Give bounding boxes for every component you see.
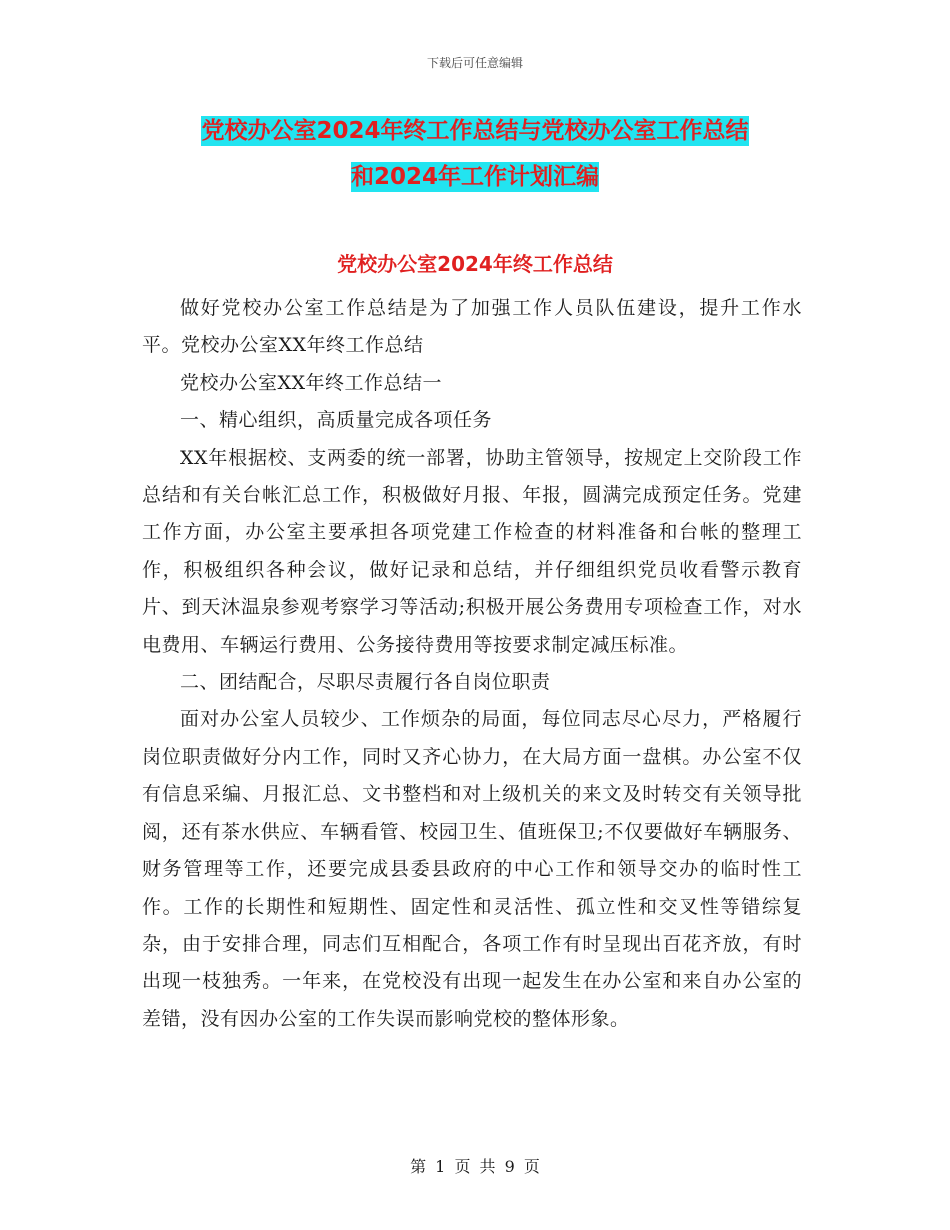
section-title: 党校办公室2024年终工作总结 <box>337 252 613 276</box>
page-header-note: 下载后可任意编辑 <box>426 56 523 70</box>
title-line-1: 党校办公室2024年终工作总结与党校办公室工作总结 <box>201 118 749 144</box>
page-number-footer: 第 1 页 共 9 页 <box>410 1157 540 1176</box>
document-body <box>142 290 802 1038</box>
body-paragraph: 二、团结配合，尽职尽责履行各自岗位职责 <box>180 671 551 694</box>
body-paragraph: 一、精心组织，高质量完成各项任务 <box>180 409 493 432</box>
body-paragraph: 党校办公室XX年终工作总结一 <box>180 371 443 394</box>
title-line-2: 和2024年工作计划汇编 <box>350 164 599 190</box>
body-paragraph: 面对办公室人员较少、工作烦杂的局面，每位同志尽心尽力，严格履行岗位职责做好分内工作，同时又齐心协力，在大局方面一盘棋。办公室不仅有信息采编、月报汇总、文书整档和对上级机关的来文及时转交有关领导批阅，还有茶水供应、车辆看管、校园卫生、值班保卫;不仅要做好车辆服务、财务管理等工作，还要完成县委县政府的中心工作和领导交办的临时性工作。工作的长期性和短期性、固定性和灵活性、孤立性和交叉性等错综复杂，由于安排合理，同志们互相配合，各项工作有时呈现出百花齐放，有时出现一枝独秀。一年来，在党校没有出现一起发生在办公室和来自办公室的差错，没有因办公室的工作失误而影响党校的整体形象。 <box>142 708 802 1030</box>
body-paragraph: XX年根据校、支两委的统一部署，协助主管领导，按规定上交阶段工作总结和有关台帐汇总工作，积极做好月报、年报，圆满完成预定任务。党建工作方面，办公室主要承担各项党建工作检查的材料准备和台帐的整理工作，积极组织各种会议，做好记录和总结，并仔细组织党员收看警示教育片、到天沐温泉参观考察学习等活动;积极开展公务费用专项检查工作，对水电费用、车辆运行费用、公务接待费用等按要求制定减压标准。 <box>142 446 802 656</box>
document-title <box>0 108 950 200</box>
body-paragraph: 做好党校办公室工作总结是为了加强工作人员队伍建设，提升工作水平。党校办公室XX年终工作总结 <box>142 297 802 357</box>
